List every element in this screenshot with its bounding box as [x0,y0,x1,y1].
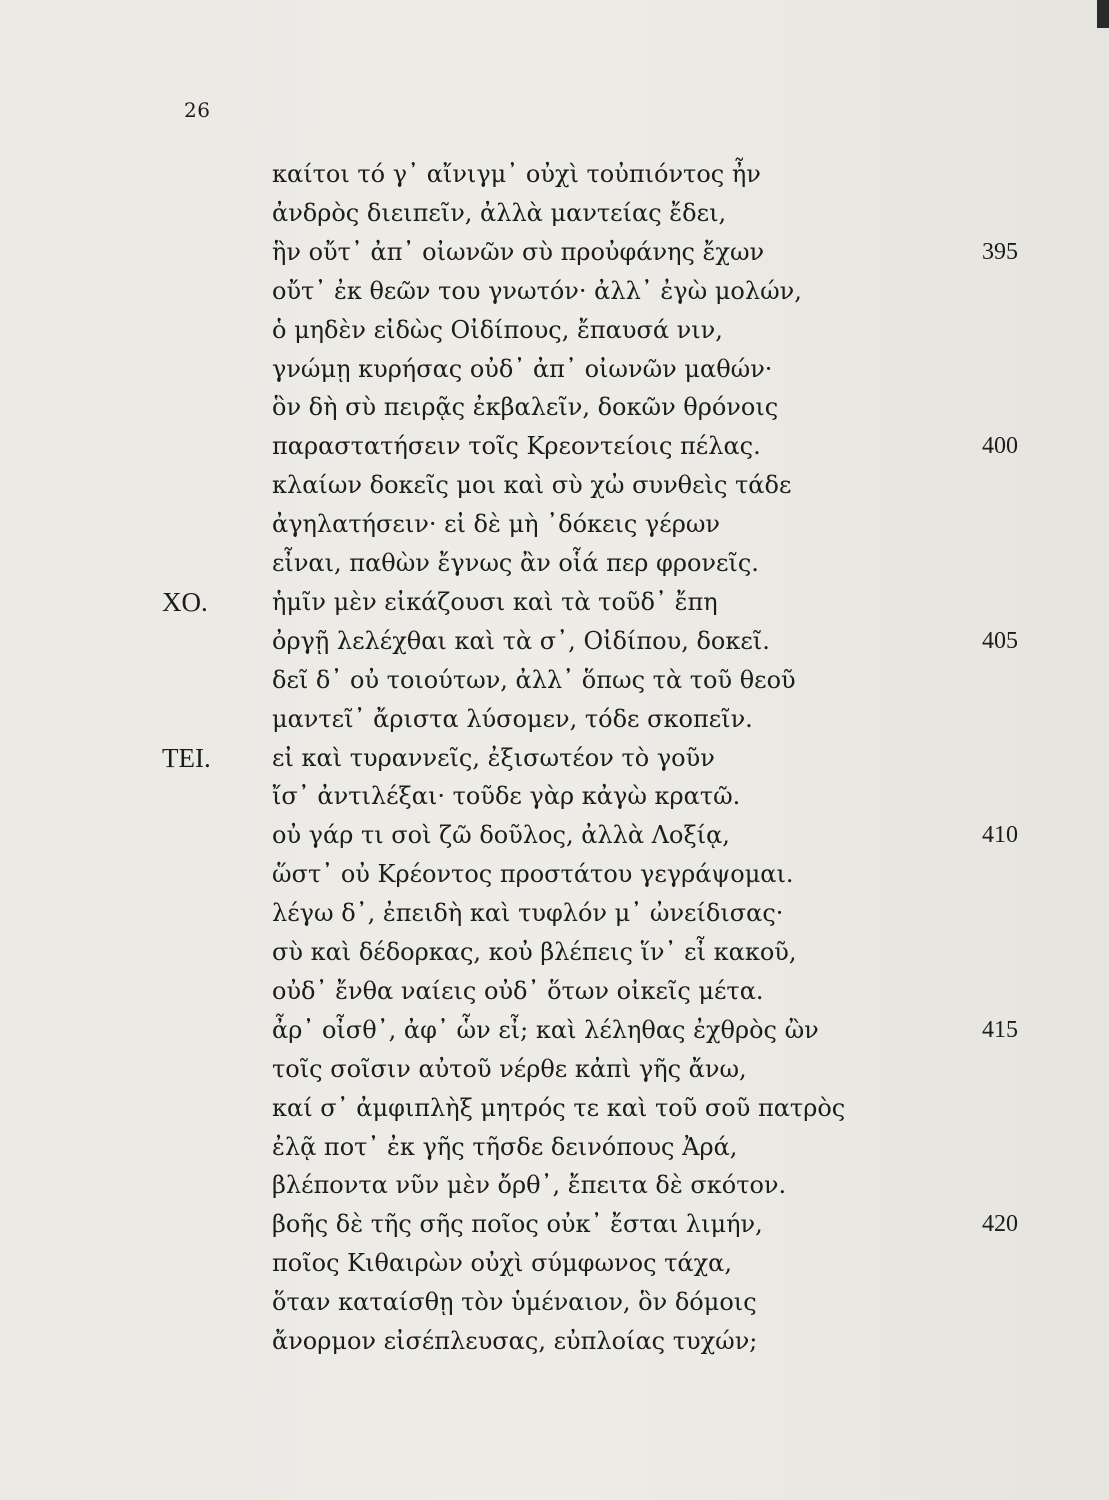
verse-text: εἶναι, παθὼν ἔγνως ἂν οἷά περ φρονεῖς. [272,549,759,577]
verse-line [0,349,1109,389]
verse-line [0,310,1109,350]
verse-line [0,1321,1109,1361]
verse-text: ἀνδρὸς διειπεῖν, ἀλλὰ μαντείας ἔδει, [272,198,727,227]
verse-text: ἀγηλατήσειν· εἰ δὲ μὴ ᾽δόκεις γέρων [272,510,720,539]
verse-line [0,1165,1109,1205]
verse-text: καί σ᾽ ἀμφιπλὴξ μητρός τε καὶ τοῦ σοῦ πατρὸς [272,1093,846,1122]
line-number: 405 [982,627,1018,654]
line-number: 420 [982,1211,1018,1238]
speaker-label: ΤΕΙ. [162,742,211,773]
verse-line [0,504,1109,544]
verse-text: βλέποντα νῦν μὲν ὄρθ᾽, ἔπειτα δὲ σκότον. [272,1171,787,1200]
verse-line [0,738,1109,778]
verse-line [0,543,1109,583]
verse-line [0,971,1109,1011]
verse-line [0,1282,1109,1322]
verse-line [0,776,1109,816]
verse-line [0,893,1109,933]
verse-line [0,1010,1109,1050]
verse-text: ὅταν καταίσθῃ τὸν ὑμέναιον, ὃν δόμοις [272,1288,757,1317]
verse-text: ἐλᾷ ποτ᾽ ἐκ γῆς τῆσδε δεινόπους Ἀρά, [272,1132,738,1161]
verse-line [0,271,1109,311]
verse-line [0,1049,1109,1089]
verse-text: ἴσ᾽ ἀντιλέξαι· τοῦδε γὰρ κἀγὼ κρατῶ. [272,782,741,811]
verse-line [0,154,1109,194]
verse-line [0,387,1109,427]
verse-line [0,1127,1109,1167]
verse-line [0,232,1109,272]
verse-text: μαντεῖ᾽ ἄριστα λύσομεν, τόδε σκοπεῖν. [272,704,753,733]
verse-line [0,699,1109,739]
verse-text: παραστατήσειν τοῖς Κρεοντείοις πέλας. [272,432,761,461]
verse-line [0,582,1109,622]
verse-text: εἰ καὶ τυραννεῖς, ἐξισωτέον τὸ γοῦν [272,743,715,772]
verse-line [0,660,1109,700]
verse-text: κλαίων δοκεῖς μοι καὶ σὺ χὠ συνθεὶς τάδε [272,471,792,500]
verse-text: καίτοι τό γ᾽ αἴνιγμ᾽ οὐχὶ τοὐπιόντος ἦν [272,160,761,188]
verse-line [0,1243,1109,1283]
verse-line [0,1088,1109,1128]
verse-text: ὥστ᾽ οὐ Κρέοντος προστάτου γεγράψομαι. [272,860,794,889]
verse-text: ἣν οὔτ᾽ ἀπ᾽ οἰωνῶν σὺ προὐφάνης ἔχων [272,237,765,266]
verse-text: οὔτ᾽ ἐκ θεῶν του γνωτόν· ἀλλ᾽ ἐγὼ μολών, [272,276,802,305]
speaker-label: ΧΟ. [162,586,208,617]
verse-text: λέγω δ᾽, ἐπειδὴ καὶ τυφλόν μ᾽ ὠνείδισας· [272,899,784,928]
verse-line [0,193,1109,233]
verse-line [0,1204,1109,1244]
verse-text: βοῆς δὲ τῆς σῆς ποῖος οὐκ᾽ ἔσται λιμήν, [272,1210,763,1239]
line-number: 400 [982,433,1018,460]
verse-line [0,621,1109,661]
verse-text: γνώμῃ κυρήσας οὐδ᾽ ἀπ᾽ οἰωνῶν μαθών· [272,354,773,383]
verse-line [0,426,1109,466]
verse-line [0,465,1109,505]
verse-text: ὀργῇ λελέχθαι καὶ τὰ σ᾽, Οἰδίπου, δοκεῖ. [272,626,770,655]
verse-line [0,932,1109,972]
verse-text: τοῖς σοῖσιν αὐτοῦ νέρθε κἀπὶ γῆς ἄνω, [272,1054,747,1083]
page-number: 26 [184,98,211,122]
verse-text: ὃν δὴ σὺ πειρᾷς ἐκβαλεῖν, δοκῶν θρόνοις [272,393,779,422]
verse-text: σὺ καὶ δέδορκας, κοὐ βλέπεις ἵν᾽ εἶ κακοῦ, [272,938,797,966]
line-number: 415 [982,1016,1018,1043]
verse-line [0,854,1109,894]
verse-text: ἄνορμον εἰσέπλευσας, εὐπλοίας τυχών; [272,1327,758,1355]
verse-text: ἡμῖν μὲν εἰκάζουσι καὶ τὰ τοῦδ᾽ ἔπη [272,587,718,616]
verse-line [0,815,1109,855]
line-number: 395 [982,238,1018,265]
verse-text: οὐ γάρ τι σοὶ ζῶ δοῦλος, ἀλλὰ Λοξίᾳ, [272,821,730,850]
verse-text: ἆρ᾽ οἶσθ᾽, ἀφ᾽ ὧν εἶ; καὶ λέληθας ἐχθρὸς ὢν [272,1015,819,1044]
verse-text: ὁ μηδὲν εἰδὼς Οἰδίπους, ἔπαυσά νιν, [272,315,723,344]
verse-text: δεῖ δ᾽ οὐ τοιούτων, ἀλλ᾽ ὅπως τὰ τοῦ θεοῦ [272,665,796,694]
verse-text: οὐδ᾽ ἔνθα ναίεις οὐδ᾽ ὅτων οἰκεῖς μέτα. [272,976,764,1005]
verse-text: ποῖος Κιθαιρὼν οὐχὶ σύμφωνος τάχα, [272,1249,732,1278]
line-number: 410 [982,822,1018,849]
